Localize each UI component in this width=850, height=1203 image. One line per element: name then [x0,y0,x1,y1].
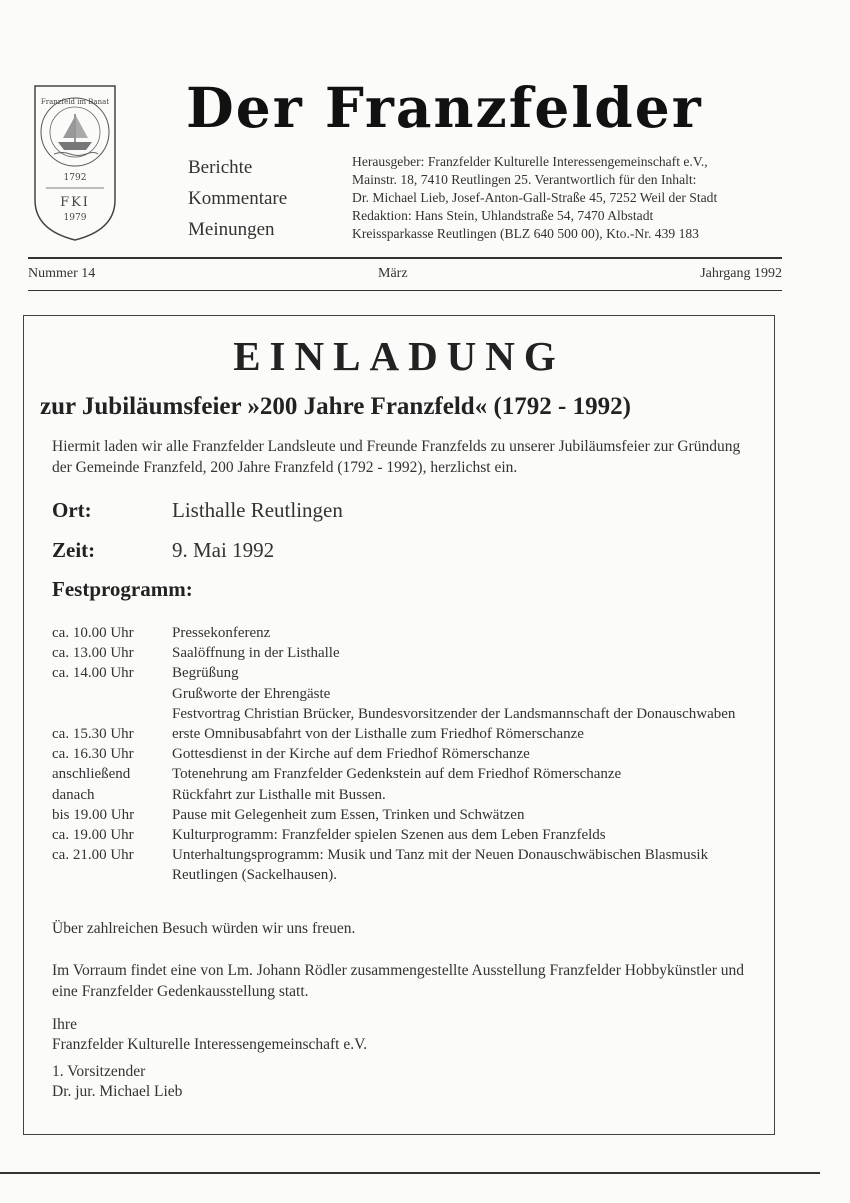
masthead-subtitle [188,152,287,245]
program-description: Festvortrag Christian Brücker, Bundesvorsitzender der Landsmannschaft der Donauschwaben [172,705,736,722]
publisher-line: Redaktion: Hans Stein, Uhlandstraße 54, 7470 Albstadt [352,208,654,223]
program-row [52,764,772,784]
subtitle-line: Meinungen [188,219,275,240]
program-description: erste Omnibusabfahrt von der Listhalle zum Friedhof Römerschanze [172,726,584,743]
newspaper-title: Der Franzfelder [186,75,703,140]
program-row [52,845,772,885]
program-row [52,744,772,764]
program-time: anschließend [52,766,131,783]
signature-ihre: Ihre [52,1016,77,1033]
publisher-line: Mainstr. 18, 7410 Reutlingen 25. Verantwortlich für den Inhalt: [352,172,697,187]
place-label: Ort: [52,498,92,522]
program-time [52,684,172,704]
program-time: ca. 10.00 Uhr [52,625,134,641]
signature-role: 1. Vorsitzender [52,1063,146,1080]
invitation-intro: Hiermit laden wir alle Franzfelder Landsleute und Freunde Franzfelds zu unserer Jubiläumsfeier zur Gründung der Gemeinde Franzfeld, 200 Jahre Franzfeld (1792 - 1992), herzlichst ein. [52,438,741,476]
publisher-info [352,153,717,243]
program-description: Kulturprogramm: Franzfelder spielen Szenen aus dem Leben Franzfelds [172,827,606,844]
program-description: Unterhaltungsprogramm: Musik und Tanz mit der Neuen Donauschwäbischen Blasmusik Reutlingen (Sackelhausen). [172,847,709,884]
emblem-year: 1792 [63,173,87,183]
signature-organization: Franzfelder Kulturelle Interessengemeinschaft e.V. [52,1036,368,1053]
program-description: Totenehrung am Franzfelder Gedenkstein auf dem Friedhof Römerschanze [172,766,622,783]
subtitle-line: Kommentare [188,188,288,209]
program-row [52,684,772,704]
program-row [52,785,772,805]
program-row [52,724,772,744]
program-description: Saalöffnung in der Listhalle [172,645,340,662]
program-description: Pause mit Gelegenheit zum Essen, Trinken und Schwätzen [172,806,525,823]
issue-number: Nummer 14 [28,266,96,281]
program-time: danach [52,786,95,803]
fki-emblem-logo [32,82,118,242]
program-list [52,623,772,886]
issue-volume: Jahrgang 1992 [700,266,782,281]
program-row [52,623,772,643]
publisher-line: Kreissparkasse Reutlingen (BLZ 640 500 00), Kto.-Nr. 439 183 [352,226,699,241]
program-row [52,643,772,663]
subtitle-line: Berichte [188,157,253,178]
meta-divider [28,290,782,291]
program-description: Grußworte der Ehrengäste [172,685,331,702]
page-bottom-rule [0,1172,820,1174]
program-heading: Festprogramm: [52,577,193,601]
header-divider [28,257,782,259]
time-value: 9. Mai 1992 [172,538,275,562]
signature-name: Dr. jur. Michael Lieb [52,1083,183,1100]
emblem-initials: FKI [60,195,90,210]
publisher-line: Dr. Michael Lieb, Josef-Anton-Gall-Straße 45, 7252 Weil der Stadt [352,190,718,205]
program-time: ca. 16.30 Uhr [52,746,134,763]
publisher-line: Herausgeber: Franzfelder Kulturelle Interessengemeinschaft e.V., [352,154,708,169]
issue-month: März [378,266,408,281]
closing-visit: Über zahlreichen Besuch würden wir uns freuen. [52,920,356,937]
svg-text:Franzfeld im Banat: Franzfeld im Banat [40,98,110,106]
program-time: ca. 19.00 Uhr [52,827,134,844]
program-time: ca. 14.00 Uhr [52,665,134,682]
program-time: ca. 13.00 Uhr [52,645,134,662]
program-description: Begrüßung [172,665,239,682]
program-time: ca. 15.30 Uhr [52,726,134,743]
emblem-founded: 1979 [63,213,87,223]
closing-exhibition: Im Vorraum findet eine von Lm. Johann Rödler zusammengestellte Ausstellung Franzfelder Hobbykünstler und eine Franzfelder Gedenkausstellung statt. [52,962,745,1000]
program-row [52,663,772,683]
program-description: Gottesdienst in der Kirche auf dem Friedhof Römerschanze [172,746,530,763]
place-value: Listhalle Reutlingen [172,498,343,522]
program-row [52,805,772,825]
time-label: Zeit: [52,538,96,562]
invitation-heading: EINLADUNG [233,333,565,379]
program-row [52,825,772,845]
program-time: ca. 21.00 Uhr [52,847,134,864]
program-time: bis 19.00 Uhr [52,806,135,823]
program-time [52,704,172,724]
program-description: Pressekonferenz [172,625,271,641]
invitation-subheading: zur Jubiläumsfeier »200 Jahre Franzfeld« (1792 - 1992) [40,393,631,420]
program-row [52,704,772,724]
program-description: Rückfahrt zur Listhalle mit Bussen. [172,786,386,803]
